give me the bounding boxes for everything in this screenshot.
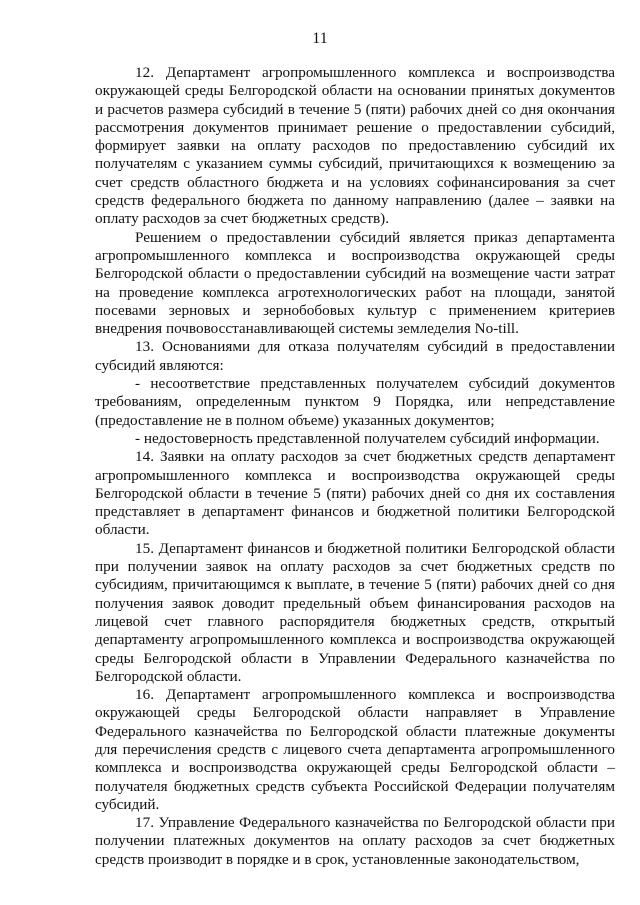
paragraph-15: 15. Департамент финансов и бюджетной политики Белгородской области при получении заявок на оплату расходов за счет бюджетных средств по субсидиям, причитающимся к выплате, в течение 5 (пяти) рабочих дней со дня получения заявок доводит предельный объем финансирования расходов на лицевой счет главного распорядителя бюджетных средств, открытый департаменту агропромышленного комплекса и воспроизводства окружающей среды Белгородской области в Управлении Федерального казначейства по Белгородской области. [95,539,615,685]
page-number: 11 [312,30,328,47]
paragraph-16: 16. Департамент агропромышленного комплекса и воспроизводства окружающей среды Белгородской области направляет в Управление Федерального казначейства по Белгородской области платежные документы для перечисления средств с лицевого счета департамента агропромышленного комплекса и воспроизводства окружающей среды Белгородской области – получателя бюджетных средств субъекта Российской Федерации получателям субсидий. [95,686,615,813]
document-body [95,64,615,869]
paragraph-13: 13. Основаниями для отказа получателям субсидий в предоставлении субсидий являются: [95,338,615,374]
paragraph-14: 14. Заявки на оплату расходов за счет бюджетных средств департамент агропромышленного комплекса и воспроизводства окружающей среды Белгородской области в течение 5 (пяти) рабочих дней со дня их составления представляет в департамент финансов и бюджетной политики Белгородской области. [95,448,615,539]
paragraph-12: 12. Департамент агропромышленного комплекса и воспроизводства окружающей среды Белгородской области на основании принятых документов и расчетов размера субсидий в течение 5 (пяти) рабочих дней со дня окончания рассмотрения документов принимает решение о предоставлении субсидий, формирует заявки на оплату расходов по предоставлению субсидий их получателям с указанием суммы субсидий, причитающихся к возмещению за счет средств областного бюджета и на условиях софинансирования за счет средств федерального бюджета по данному направлению (далее – заявки на оплату расходов за счет бюджетных средств). [95,64,615,228]
paragraph-13-item-1: - несоответствие представленных получателем субсидий документов требованиям, определенным пунктом 9 Порядка, или непредставление (предоставление не в полном объеме) указанных документов; [95,375,615,429]
paragraph-12-decision: Решением о предоставлении субсидий является приказ департамента агропромышленного комплекса и воспроизводства окружающей среды Белгородской области о предоставлении субсидий на возмещение части затрат на проведение комплекса агротехнологических работ на площади, занятой посевами зерновых и зернобобовых культур с применением критериев внедрения почвовосстанавливающей системы земледелия No-till. [95,228,615,338]
paragraph-13-item-2: - недостоверность представленной получателем субсидий информации. [135,429,600,447]
paragraph-17: 17. Управление Федерального казначейства по Белгородской области при получении платежных документов на оплату расходов за счет бюджетных средств производит в порядке и в срок, установленные законодательством, [95,814,615,868]
